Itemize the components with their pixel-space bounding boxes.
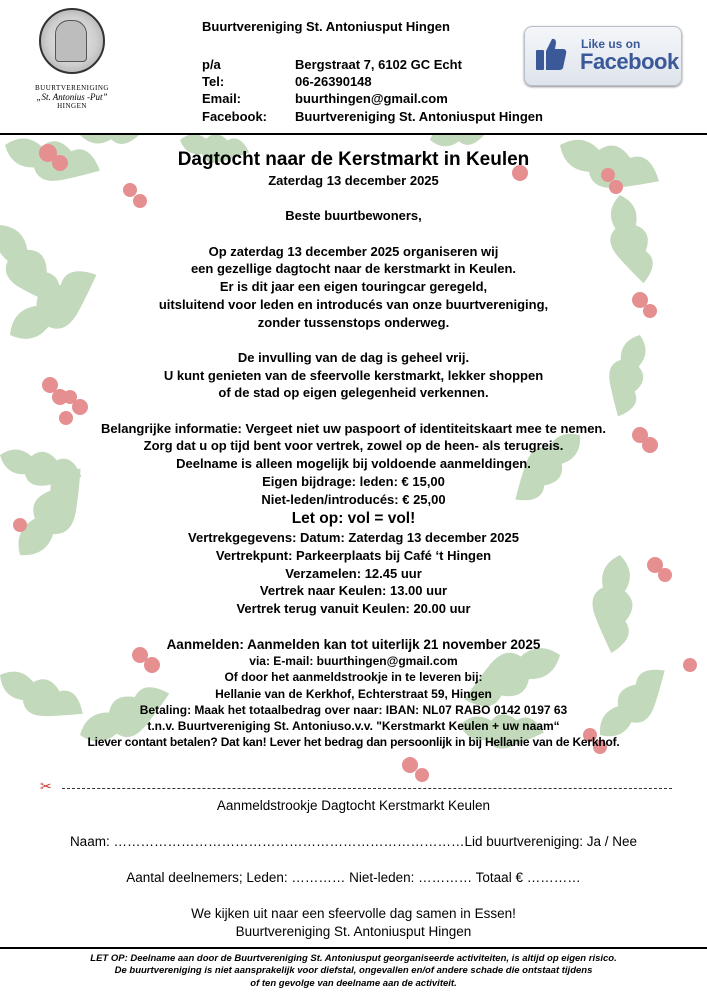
register-line: t.n.v. Buurtvereniging St. Antoniuso.v.v. "Kerstmarkt Keulen + uw naam“ — [147, 719, 560, 734]
intro-line: een gezellige dagtocht naar de kerstmarkt in Keulen. — [190, 261, 517, 277]
organization-name: Buurtvereniging St. Antoniusput Hingen — [202, 19, 450, 34]
price-members: Eigen bijdrage: leden: € 15,00 — [262, 473, 445, 489]
info-line: Belangrijke informatie: Vergeet niet uw paspoort of identiteitskaart mee te nemen. — [101, 420, 606, 436]
slip-signature: Buurtvereniging St. Antoniusput Hingen — [235, 924, 472, 939]
program-line: U kunt genieten van de sfeervolle kerstmarkt, lekker shoppen — [163, 367, 544, 383]
price-non-members: Niet-leden/introducés: € 25,00 — [261, 491, 446, 507]
departure-line: Vertrek terug vanuit Keulen: 20.00 uur — [236, 601, 471, 617]
intro-line: Er is dit jaar een eigen touringcar geregeld, — [219, 279, 488, 295]
contact-facebook: Buurtvereniging St. Antoniusput Hingen — [295, 108, 543, 124]
slip-name-line[interactable]: Naam: ……………………………………………………………………Lid buurtvereniging: Ja / Nee — [69, 834, 638, 849]
info-line: Deelname is alleen mogelijk bij voldoende aanmeldingen. — [176, 456, 531, 472]
logo-line-1: BUURTVERENIGING — [35, 84, 109, 92]
logo-line-3: HINGEN — [57, 102, 87, 110]
register-line: Hellanie van de Kerkhof, Echterstraat 59, Hingen — [215, 686, 492, 701]
facebook-badge-line1: Like us on — [581, 37, 641, 51]
contact-block — [202, 56, 543, 125]
flyer-date: Zaterdag 13 december 2025 — [268, 173, 439, 188]
full-notice: Let op: vol = vol! — [291, 510, 416, 528]
contact-email[interactable]: buurthingen@gmail.com — [295, 91, 448, 107]
logo-line-2: „St. Antonius -Put” — [36, 92, 108, 102]
registration-slip — [0, 797, 707, 941]
program-line: De invulling van de dag is geheel vrij. — [237, 349, 470, 365]
program-line: of de stad op eigen gelegenheid verkennen. — [218, 385, 489, 401]
flyer-body — [0, 148, 707, 750]
contact-label: Facebook: — [202, 108, 268, 124]
contact-label: p/a — [202, 57, 221, 72]
register-line: Betaling: Maak het totaalbedrag over naar: IBAN: NL07 RABO 0142 0197 63 — [139, 702, 568, 717]
contact-label: Tel: — [202, 74, 225, 90]
footer-divider — [0, 947, 707, 949]
letterhead — [0, 0, 707, 135]
info-line: Zorg dat u op tijd bent voor vertrek, zowel op de heen- als terugreis. — [143, 438, 564, 454]
thumbs-up-icon — [535, 36, 567, 72]
facebook-badge-line2: Facebook — [580, 49, 679, 74]
disclaimer-line: LET OP: Deelname aan door de Buurtvereniging St. Antoniusput georganiseerde activiteiten, is altijd op eigen risico. — [90, 952, 617, 964]
departure-line: Vertrekpunt: Parkeerplaats bij Café ‘t Hingen — [215, 548, 492, 563]
dashed-separator — [62, 788, 672, 789]
register-line: Liever contant betalen? Dat kan! Lever het bedrag dan persoonlijk in bij Hellanie van de Kerkhof. — [87, 735, 620, 750]
disclaimer-line: De buurtvereniging is niet aansprakelijk voor diefstal, ongevallen en/of andere schade die ontstaat tijdens — [114, 965, 593, 976]
departure-line: Vertrekgegevens: Datum: Zaterdag 13 december 2025 — [188, 530, 519, 546]
disclaimer-footer — [0, 947, 707, 990]
contact-address: Bergstraat 7, 6102 GC Echt — [295, 57, 462, 72]
scissors-icon: ✂ — [40, 778, 52, 794]
contact-label: Email: — [202, 91, 242, 107]
intro-line: zonder tussenstops onderweg. — [257, 314, 450, 330]
slip-title: Aanmeldstrookje Dagtocht Kerstmarkt Keulen — [216, 798, 491, 813]
contact-phone: 06-26390148 — [295, 74, 372, 90]
cut-line — [40, 780, 680, 796]
departure-line: Verzamelen: 12.45 uur — [285, 565, 422, 581]
association-logo — [22, 8, 122, 110]
disclaimer-line: of ten gevolge van deelname aan de activiteit. — [250, 977, 457, 989]
intro-line: Op zaterdag 13 december 2025 organiseren wij — [208, 243, 499, 259]
register-line: via: E-mail: buurthingen@gmail.com — [249, 654, 458, 669]
facebook-like-badge[interactable] — [524, 26, 682, 86]
intro-line: uitsluitend voor leden en introducés van onze buurtvereniging, — [158, 296, 549, 312]
register-title: Aanmelden: Aanmelden kan tot uiterlijk 21 november 2025 — [166, 636, 541, 652]
slip-count-line[interactable]: Aantal deelnemers; Leden: ………… Niet-leden: ………… Totaal € ………… — [126, 870, 581, 885]
seal-image — [39, 8, 105, 74]
slip-closing: We kijken uit naar een sfeervolle dag samen in Essen! — [191, 906, 516, 921]
register-line: Of door het aanmeldstrookje in te leveren bij: — [224, 670, 483, 685]
flyer-title: Dagtocht naar de Kerstmarkt in Keulen — [177, 149, 530, 170]
greeting: Beste buurtbewoners, — [285, 208, 422, 224]
departure-line: Vertrek naar Keulen: 13.00 uur — [259, 583, 448, 599]
